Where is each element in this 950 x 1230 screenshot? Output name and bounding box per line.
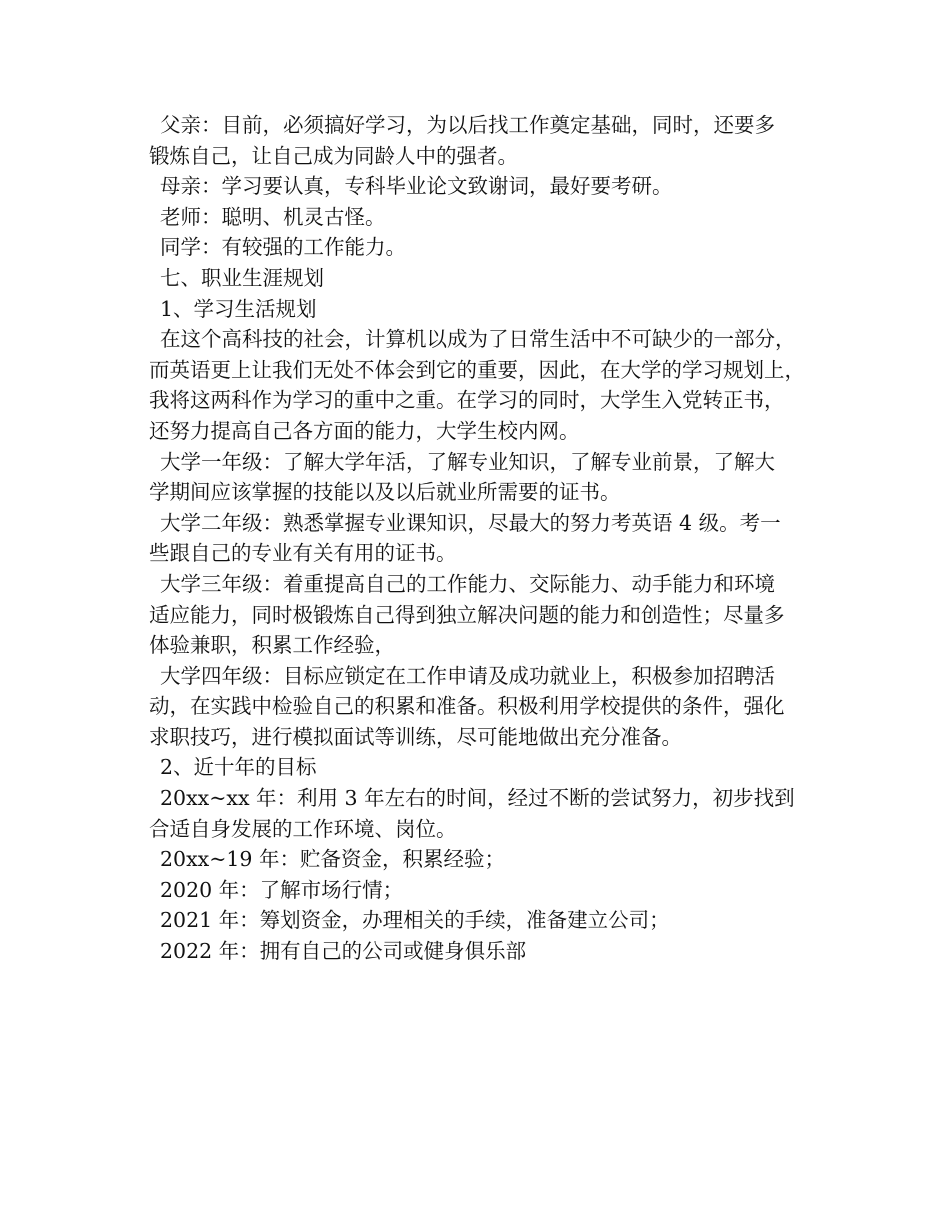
paragraph bbox=[138, 844, 818, 875]
text-line: 2022 年：拥有自己的公司或健身俱乐部 bbox=[160, 939, 527, 964]
text-line: 我将这两科作为学习的重中之重。在学习的同时，大学生入党转正书， bbox=[149, 388, 785, 413]
paragraph bbox=[138, 263, 818, 294]
paragraph bbox=[138, 875, 818, 906]
paragraph bbox=[138, 110, 818, 171]
text-line: 学期间应该掌握的技能以及以后就业所需要的证书。 bbox=[149, 480, 621, 505]
paragraph bbox=[138, 202, 818, 233]
text-line: 适应能力，同时极锻炼自己得到独立解决问题的能力和创造性；尽量多 bbox=[149, 602, 785, 627]
paragraph bbox=[138, 783, 818, 844]
text-line: 合适自身发展的工作环境、岗位。 bbox=[149, 816, 457, 841]
text-line: 20xx~xx 年：利用 3 年左右的时间，经过不断的尝试努力，初步找到 bbox=[160, 786, 795, 811]
text-line: 在这个高科技的社会，计算机以成为了日常生活中不可缺少的一部分， bbox=[160, 327, 796, 352]
text-line: 七、职业生涯规划 bbox=[160, 265, 324, 290]
text-line: 动，在实践中检验自己的积累和准备。积极利用学校提供的条件，强化 bbox=[149, 694, 785, 719]
paragraph bbox=[138, 936, 818, 967]
paragraph bbox=[138, 232, 818, 263]
paragraph bbox=[138, 447, 818, 508]
paragraph bbox=[138, 905, 818, 936]
text-line: 大学三年级：着重提高自己的工作能力、交际能力、动手能力和环境 bbox=[160, 571, 775, 596]
text-line: 同学：有较强的工作能力。 bbox=[160, 235, 406, 260]
text-line: 些跟自己的专业有关有用的证书。 bbox=[149, 541, 457, 566]
text-line: 大学二年级：熟悉掌握专业课知识，尽最大的努力考英语 4 级。考一 bbox=[160, 510, 781, 535]
text-line: 老师：聪明、机灵古怪。 bbox=[160, 204, 386, 229]
text-line: 20xx~19 年：贮备资金，积累经验； bbox=[160, 847, 505, 872]
text-line: 体验兼职，积累工作经验， bbox=[149, 633, 395, 658]
text-line: 还努力提高自己各方面的能力，大学生校内网。 bbox=[149, 418, 580, 443]
paragraph bbox=[138, 508, 818, 569]
paragraph bbox=[138, 569, 818, 661]
text-line: 2020 年：了解市场行情； bbox=[160, 877, 404, 902]
document-body bbox=[138, 110, 818, 967]
paragraph bbox=[138, 324, 818, 446]
text-line: 而英语更上让我们无处不体会到它的重要，因此，在大学的学习规划上， bbox=[149, 357, 805, 382]
paragraph bbox=[138, 171, 818, 202]
text-line: 2021 年：筹划资金，办理相关的手续，准备建立公司； bbox=[160, 908, 670, 933]
text-line: 2、近十年的目标 bbox=[160, 755, 317, 780]
text-line: 母亲：学习要认真，专科毕业论文致谢词，最好要考研。 bbox=[160, 174, 673, 199]
text-line: 大学一年级：了解大学年活，了解专业知识，了解专业前景，了解大 bbox=[160, 449, 775, 474]
text-line: 1、学习生活规划 bbox=[160, 296, 317, 321]
text-line: 父亲：目前，必须搞好学习，为以后找工作奠定基础，同时，还要多 bbox=[160, 113, 775, 137]
paragraph bbox=[138, 752, 818, 783]
text-line: 锻炼自己，让自己成为同龄人中的强者。 bbox=[149, 143, 518, 168]
text-line: 求职技巧，进行模拟面试等训练，尽可能地做出充分准备。 bbox=[149, 724, 682, 749]
paragraph bbox=[138, 661, 818, 753]
text-line: 大学四年级：目标应锁定在工作申请及成功就业上，积极参加招聘活 bbox=[160, 663, 775, 688]
paragraph bbox=[138, 294, 818, 325]
